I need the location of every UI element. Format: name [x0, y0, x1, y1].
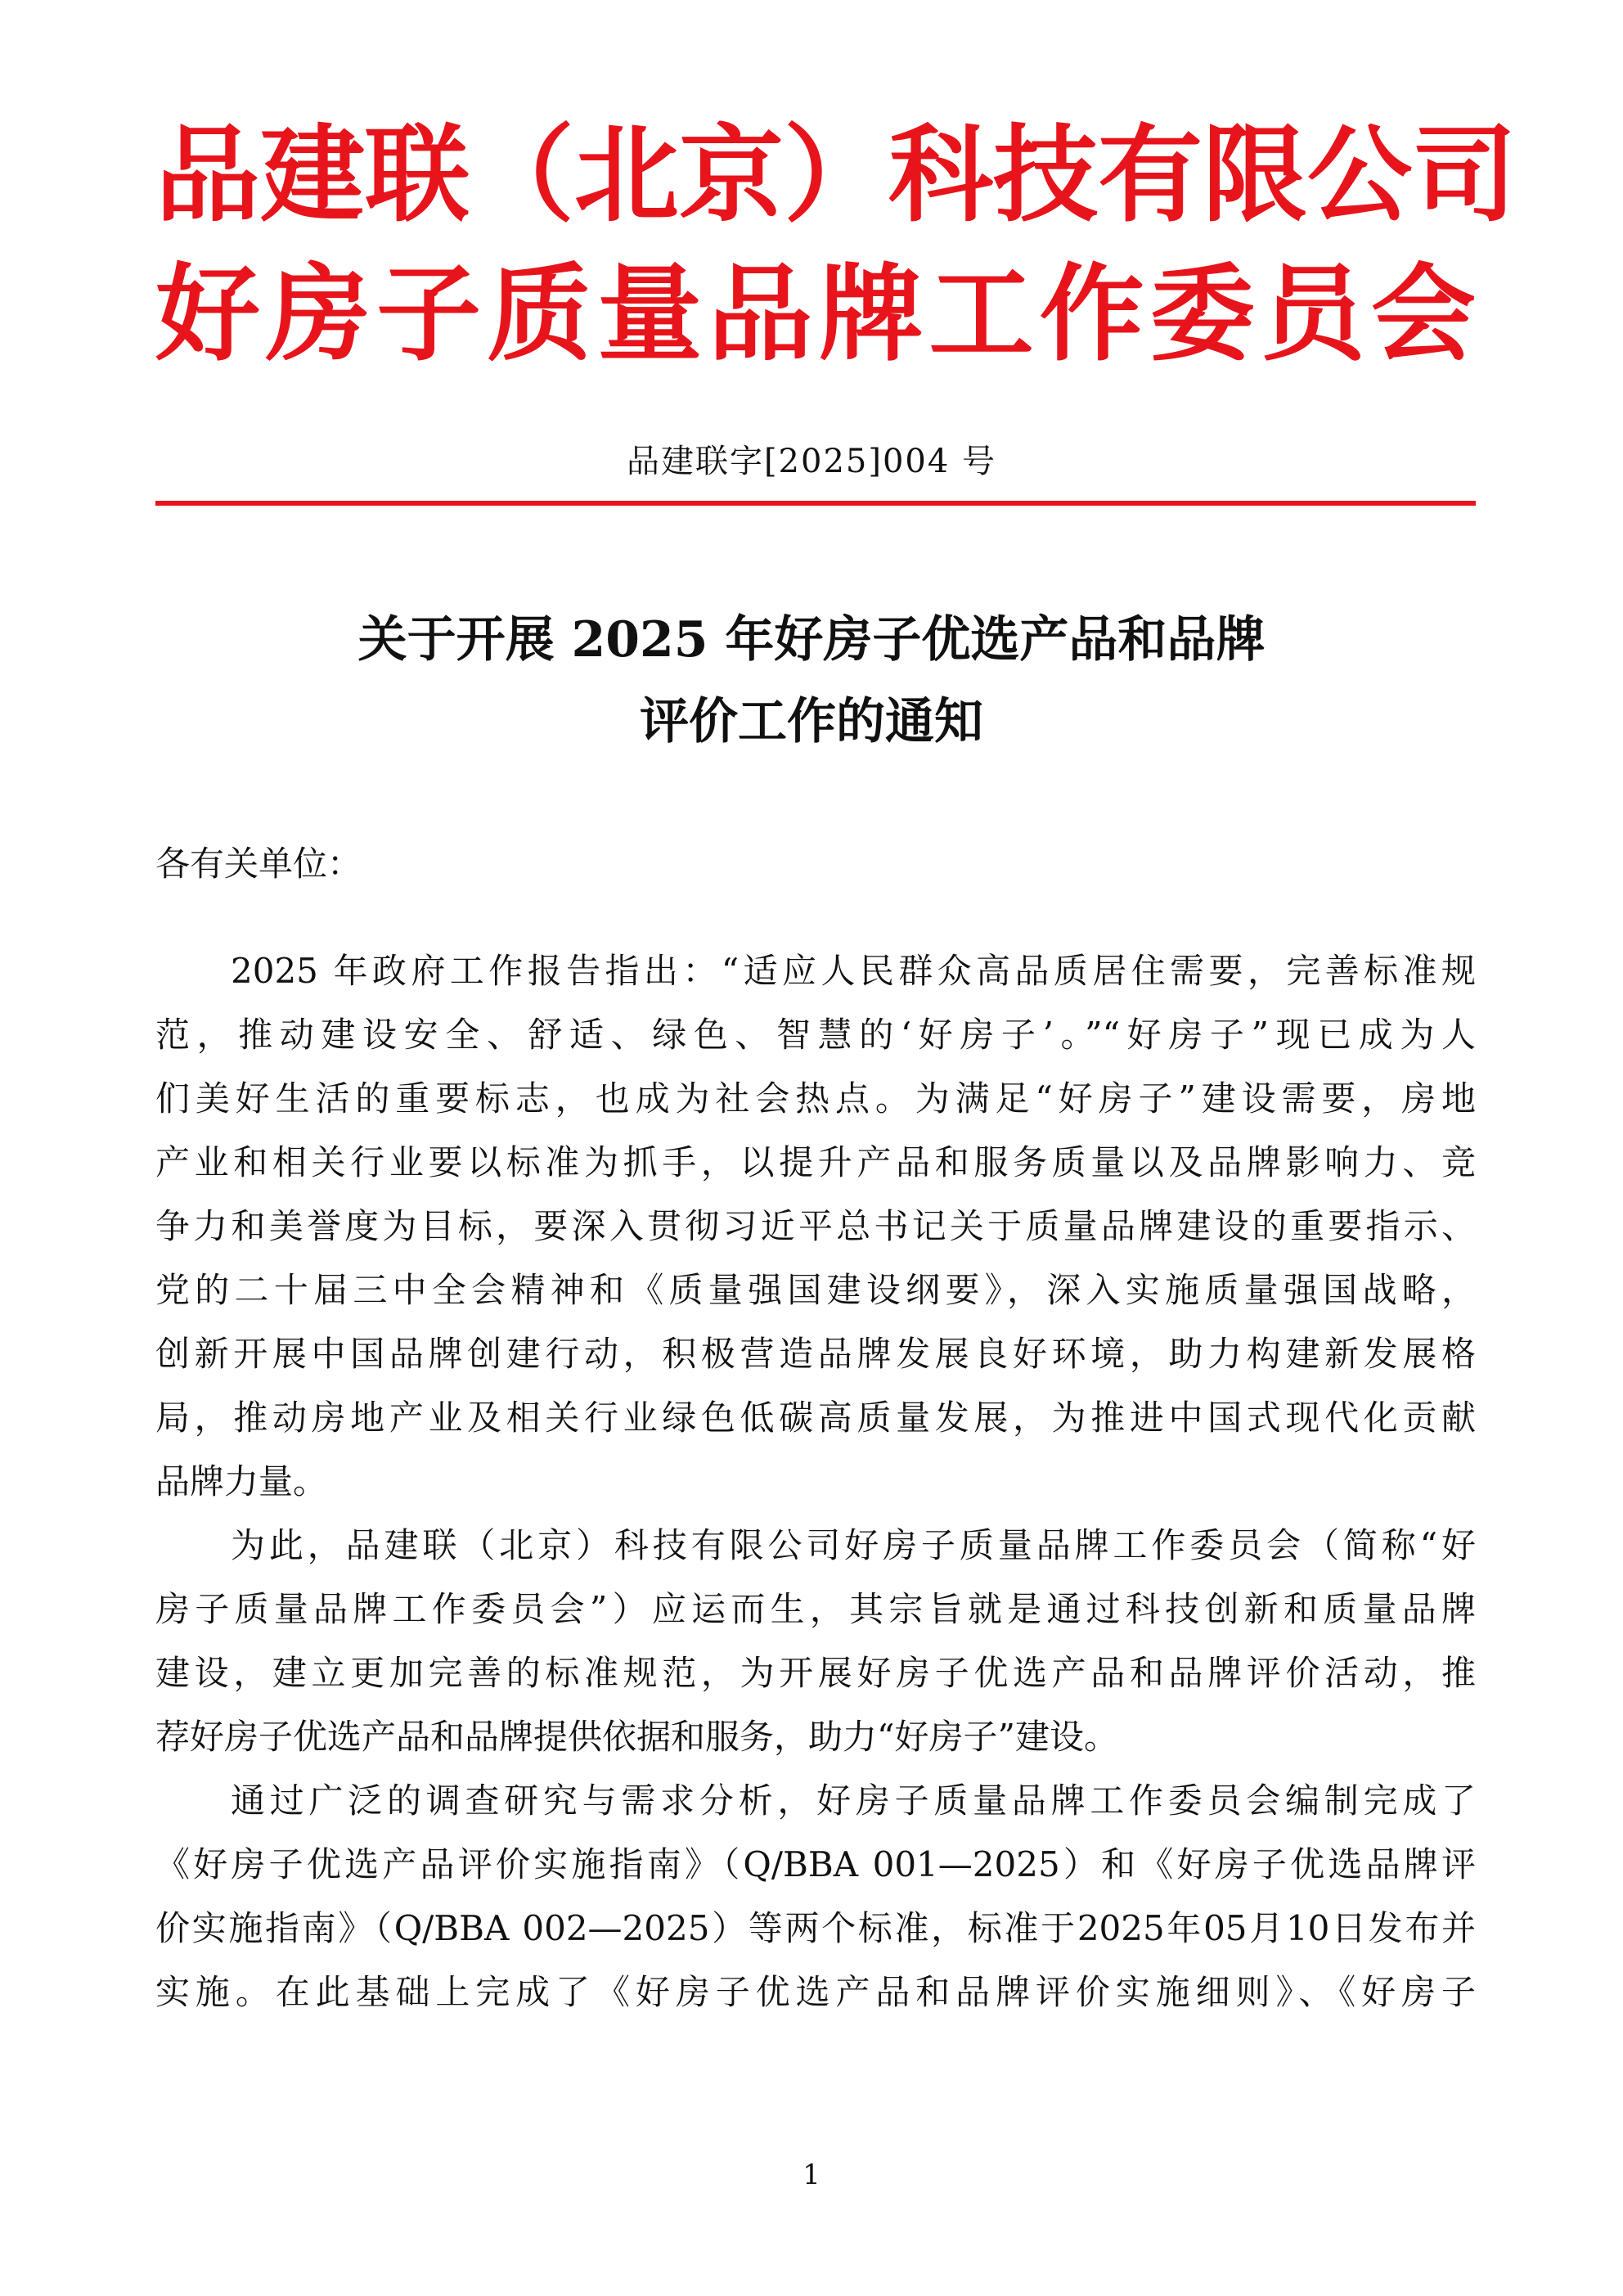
body-line: 们美好生活的重要标志，也成为社会热点。为满足“好房子”建设需要，房地: [155, 1078, 1476, 1119]
body-line: 实施。在此基础上完成了《好房子优选产品和品牌评价实施细则》、《好房子: [155, 1972, 1476, 2012]
org-name-line1: 品建联（北京）科技有限公司: [155, 115, 1517, 236]
notice-title-line1: 关于开展 2025 年好房子优选产品和品牌: [357, 611, 1266, 669]
org-name-line2: 好房子质量品牌工作委员会: [155, 254, 1476, 376]
body-line: 价实施指南》（Q/BBA 002—2025）等两个标准，标准于2025年05月10日发布并: [155, 1908, 1476, 1948]
body-line: 房子质量品牌工作委员会”）应运而生，其宗旨就是通过科技创新和质量品牌: [155, 1589, 1476, 1629]
document-number: 品建联字[2025]004 号: [626, 443, 997, 480]
body-line: 产业和相关行业要以标准为抓手，以提升产品和服务质量以及品牌影响力、竞: [155, 1142, 1476, 1182]
red-divider-line: [155, 501, 1476, 506]
body-line: 《好房子优选产品评价实施指南》（Q/BBA 001—2025）和《好房子优选品牌评: [155, 1844, 1476, 1884]
body-line: 荐好房子优选产品和品牌提供依据和服务，助力“好房子”建设。: [155, 1717, 1118, 1757]
body-line: 2025 年政府工作报告指出：“适应人民群众高品质居住需要，完善标准规: [231, 951, 1476, 991]
body-line: 品牌力量。: [155, 1461, 328, 1501]
body-line: 通过广泛的调查研究与需求分析，好房子质量品牌工作委员会编制完成了: [231, 1781, 1476, 1821]
body-line: 建设，建立更加完善的标准规范，为开展好房子优选产品和品牌评价活动，推: [155, 1653, 1476, 1693]
body-line: 为此，品建联（北京）科技有限公司好房子质量品牌工作委员会（简称“好: [231, 1525, 1476, 1565]
body-line: 范，推动建设安全、舒适、绿色、智慧的‘好房子’。”“好房子”现已成为人: [155, 1015, 1476, 1055]
notice-title-line2: 评价工作的通知: [640, 693, 983, 750]
body-line: 创新开展中国品牌创建行动，积极营造品牌发展良好环境，助力构建新发展格: [155, 1334, 1476, 1374]
salutation: 各有关单位：: [155, 844, 362, 884]
body-line: 争力和美誉度为目标，要深入贯彻习近平总书记关于质量品牌建设的重要指示、: [155, 1206, 1476, 1246]
body-line: 局，推动房地产业及相关行业绿色低碳高质量发展，为推进中国式现代化贡献: [155, 1398, 1476, 1438]
body-line: 党的二十届三中全会精神和《质量强国建设纲要》，深入实施质量强国战略，: [155, 1270, 1476, 1310]
page-number: 1: [803, 2159, 820, 2191]
body-text: [155, 939, 1476, 2024]
